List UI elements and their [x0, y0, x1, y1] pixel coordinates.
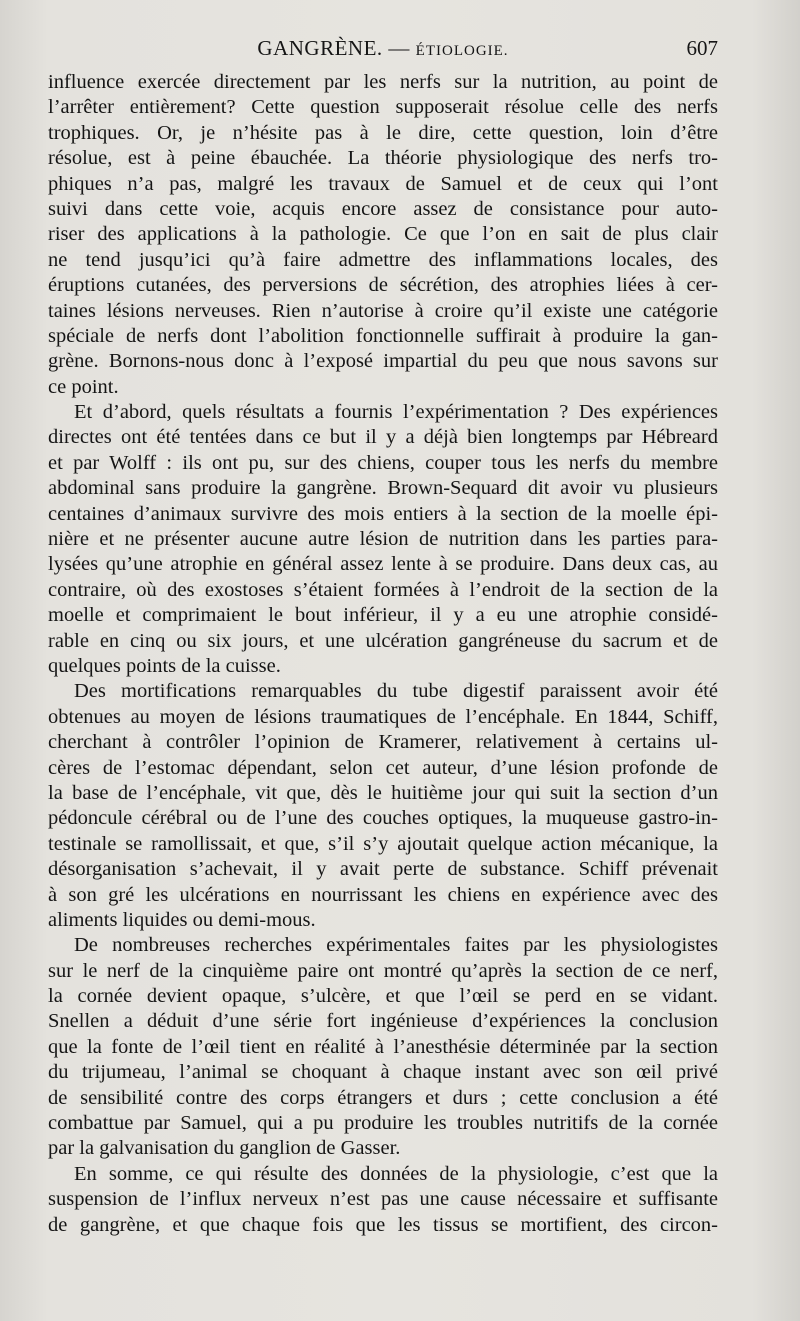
text-line: nière et ne présenter aucune autre lésion de nutrition dans les parties para- [48, 528, 718, 551]
text-line: par la galvanisation du ganglion de Gasser. [48, 1137, 401, 1160]
text-line: ce point. [48, 375, 119, 398]
text-line: la cornée devient opaque, s’ulcère, et que l’œil se perd en se vidant. [48, 985, 718, 1008]
text-line: contraire, où des exostoses s’étaient formées à l’endroit de la section de la [48, 578, 718, 601]
body-text [48, 70, 718, 1238]
running-header [48, 34, 718, 64]
text-line: rable en cinq ou six jours, et une ulcération gangréneuse du sacrum et de [48, 629, 718, 652]
page-number: 607 [686, 36, 718, 60]
text-line: grène. Bornons-nous donc à l’exposé impartial du peu que nous savons sur [48, 350, 718, 373]
text-line: taines lésions nerveuses. Rien n’autorise à croire qu’il existe une catégorie [48, 299, 718, 322]
text-line: Et d’abord, quels résultats a fournis l’expérimentation ? Des expériences [74, 401, 718, 424]
text-line: cères de l’estomac dépendant, selon cet auteur, d’une lésion profonde de [48, 756, 718, 779]
text-line: suivi dans cette voie, acquis encore assez de consistance pour auto- [48, 197, 718, 220]
text-line: désorganisation s’achevait, il y avait perte de substance. Schiff prévenait [48, 858, 718, 881]
text-line: combattue par Samuel, qui a pu produire les troubles nutritifs de la cornée [48, 1112, 718, 1135]
text-line: lysées qu’une atrophie en général assez lente à se produire. Dans deux cas, au [48, 553, 718, 576]
text-line: directes ont été tentées dans ce but il y a déjà bien longtemps par Hébreard [48, 426, 718, 449]
running-title [48, 36, 718, 61]
text-line: influence exercée directement par les nerfs sur la nutrition, au point de [48, 71, 718, 93]
text-line: éruptions cutanées, des perversions de sécrétion, des atrophies liées à cer- [48, 274, 718, 297]
text-line: suspension de l’influx nerveux n’est pas une cause nécessaire et suffisante [48, 1188, 718, 1211]
text-line: spéciale de nerfs dont l’abolition fonctionnelle suffirait à produire la gan- [48, 324, 718, 347]
text-line: En somme, ce qui résulte des données de la physiologie, c’est que la [74, 1162, 718, 1185]
text-line: de gangrène, et que chaque fois que les tissus se mortifient, des circon- [48, 1213, 718, 1236]
text-line: de sensibilité contre des corps étrangers et durs ; cette conclusion a été [48, 1086, 718, 1109]
paragraph [48, 70, 718, 400]
running-title-main: GANGRÈNE. — [257, 36, 416, 60]
text-line: De nombreuses recherches expérimentales faites par les physiologistes [74, 934, 718, 957]
text-line: abdominal sans produire la gangrène. Brown-Sequard dit avoir vu plusieurs [48, 477, 718, 500]
text-line: cherchant à contrôler l’opinion de Kramerer, relativement à certains ul- [48, 731, 718, 754]
text-line: phiques n’a pas, malgré les travaux de Samuel et de ceux qui l’ont [48, 172, 718, 195]
text-line: et par Wolff : ils ont pu, sur des chiens, couper tous les nerfs du membre [48, 451, 718, 474]
text-line: moelle et comprimaient le bout inférieur, il y a eu une atrophie considé- [48, 604, 718, 627]
paragraph [48, 400, 718, 679]
text-line: Des mortifications remarquables du tube digestif paraissent avoir été [74, 680, 718, 703]
paragraph [48, 1162, 718, 1238]
text-line: pédoncule cérébral ou de l’une des couches optiques, la muqueuse gastro-in- [48, 807, 718, 830]
text-line: que la fonte de l’œil tient en réalité à l’anesthésie déterminée par la section [48, 1035, 718, 1058]
text-line: centaines d’animaux survivre des mois entiers à la section de la moelle épi- [48, 502, 718, 525]
text-line: aliments liquides ou demi-mous. [48, 908, 316, 931]
text-line: testinale se ramollissait, et que, s’il s’y ajoutait quelque action mécanique, la [48, 832, 718, 855]
text-line: résolue, est à peine ébauchée. La théorie physiologique des nerfs tro- [48, 147, 718, 170]
text-line: la base de l’encéphale, vit que, dès le huitième jour qui suit la section d’un [48, 781, 718, 804]
text-line: quelques points de la cuisse. [48, 654, 281, 677]
text-line: Snellen a déduit d’une série fort ingénieuse d’expériences la conclusion [48, 1010, 718, 1033]
text-line: l’arrêter entièrement? Cette question supposerait résolue celle des nerfs [48, 96, 718, 119]
text-line: trophiques. Or, je n’hésite pas à le dire, cette question, loin d’être [48, 121, 718, 144]
text-line: riser des applications à la pathologie. Ce que l’on en sait de plus clair [48, 223, 718, 246]
text-line: à son gré les ulcérations en nourrissant les chiens en expérience avec des [48, 883, 718, 906]
text-line: obtenues au moyen de lésions traumatiques de l’encéphale. En 1844, Schiff, [48, 705, 718, 728]
text-line: du trijumeau, l’animal se choquant à chaque instant avec son œil privé [48, 1061, 718, 1084]
text-line: ne tend jusqu’ici qu’à faire admettre des inflammations locales, des [48, 248, 718, 271]
paragraph [48, 933, 718, 1162]
running-title-sub: ÉTIOLOGIE. [415, 43, 509, 59]
text-line: sur le nerf de la cinquième paire ont montré qu’après la section de ce nerf, [48, 959, 718, 982]
paragraph [48, 679, 718, 933]
